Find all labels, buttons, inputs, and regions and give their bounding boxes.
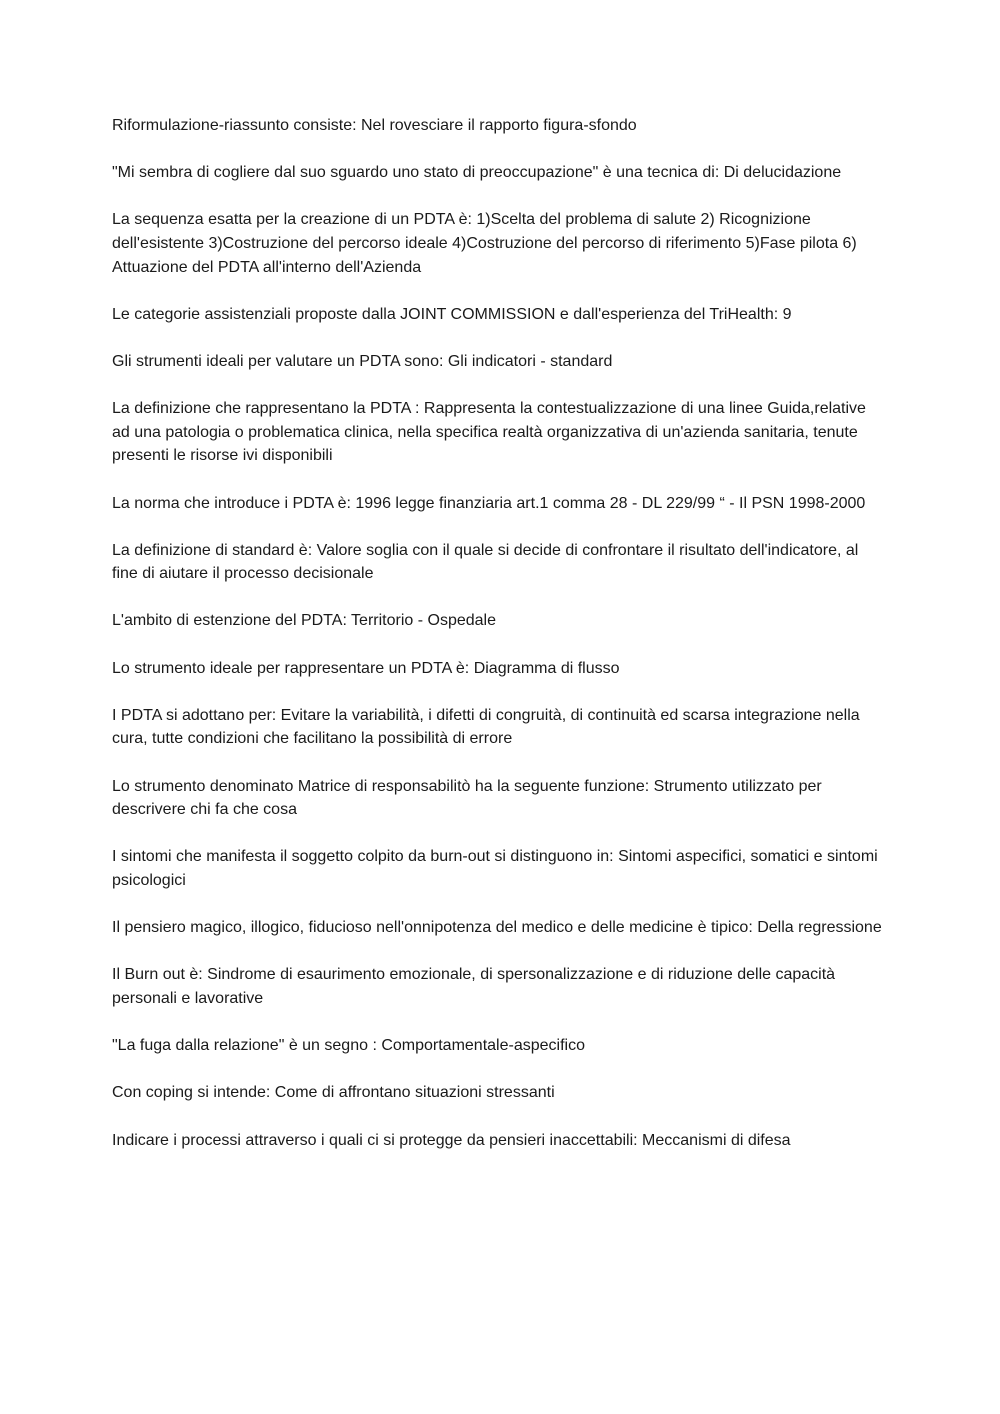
paragraph: L'ambito di estenzione del PDTA: Territorio - Ospedale — [112, 612, 496, 630]
paragraph: "Mi sembra di cogliere dal suo sguardo uno stato di preoccupazione" è una tecnica di: Di delucidazione — [112, 164, 842, 182]
paragraph: La sequenza esatta per la creazione di un PDTA è: 1)Scelta del problema di salute 2) Ricognizione dell'esistente 3)Costruzione del percorso ideale 4)Costruzione del percorso di riferimento 5)Fase pilota 6) Attuazione del PDTA all'interno dell'Azienda — [112, 211, 857, 276]
paragraph: La norma che introduce i PDTA è: 1996 legge finanziaria art.1 comma 28 - DL 229/99 “ - Il PSN 1998-2000 — [112, 494, 866, 512]
paragraph: Lo strumento ideale per rappresentare un PDTA è: Diagramma di flusso — [112, 659, 620, 677]
paragraph: Il pensiero magico, illogico, fiducioso nell'onnipotenza del medico e delle medicine è tipico: Della regressione — [112, 919, 882, 937]
paragraph: Con coping si intende: Come di affrontano situazioni stressanti — [112, 1084, 555, 1102]
paragraph: Lo strumento denominato Matrice di responsabilitò ha la seguente funzione: Strumento utilizzato per descrivere chi fa che cosa — [112, 777, 822, 819]
paragraph: La definizione che rappresentano la PDTA : Rappresenta la contestualizzazione di una linee Guida,relative ad una patologia o problematica clinica, nella specifica realtà organizzativa di un'azienda sanitaria, tenute presenti le risorse ivi disponibili — [112, 400, 866, 465]
paragraph: Il Burn out è: Sindrome di esaurimento emozionale, di spersonalizzazione e di riduzione delle capacità personali e lavorative — [112, 966, 836, 1007]
paragraph: Le categorie assistenziali proposte dalla JOINT COMMISSION e dall'esperienza del TriHealth: 9 — [112, 305, 792, 323]
paragraph: La definizione di standard è: Valore soglia con il quale si decide di confrontare il risultato dell'indicatore, al fine di aiutare il processo decisionale — [112, 541, 859, 583]
paragraph: I sintomi che manifesta il soggetto colpito da burn-out si distinguono in: Sintomi aspecifici, somatici e sintomi psicologici — [112, 848, 878, 889]
paragraph: Gli strumenti ideali per valutare un PDTA sono: Gli indicatori - standard — [112, 352, 613, 370]
paragraph: Riformulazione-riassunto consiste: Nel rovesciare il rapporto figura-sfondo — [112, 117, 637, 134]
paragraph: I PDTA si adottano per: Evitare la variabilità, i difetti di congruità, di continuità ed scarsa integrazione nella cura, tutte condizioni che facilitano la possibilità di errore — [112, 706, 860, 748]
document-body — [112, 114, 887, 1176]
paragraph: "La fuga dalla relazione" è un segno : Comportamentale-aspecifico — [112, 1037, 585, 1055]
paragraph: Indicare i processi attraverso i quali ci si protegge da pensieri inaccettabili: Meccanismi di difesa — [112, 1131, 791, 1149]
